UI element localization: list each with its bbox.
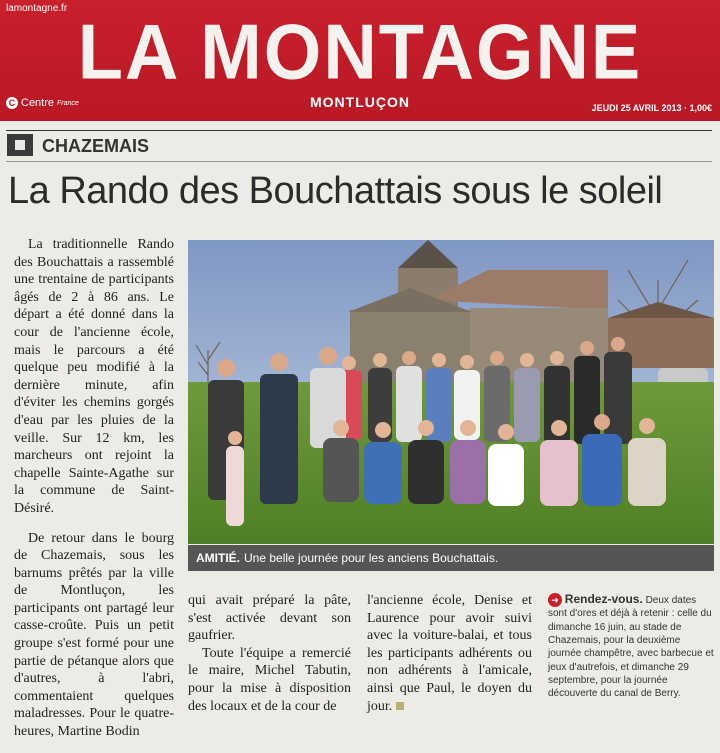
article-paragraph: Toute l'équipe a remercié le maire, Michel Tabutin, pour la mise à disposition des locaux et de la cour de bbox=[188, 645, 351, 714]
article-column-middle bbox=[188, 592, 351, 715]
photo-caption bbox=[188, 545, 714, 571]
rendez-vous-text: Deux dates sont d'ores et déjà à retenir : celle du dimanche 16 juin, au stade de Chazemais, pour la deuxième journée champêtre, avec barbecue et jeux d'autrefois, et dimanche 29 septembre, pour la journée découverte du canal de Berry. bbox=[548, 595, 714, 700]
caption-lead: AMITIÉ. bbox=[196, 551, 240, 565]
article-paragraph: La traditionnelle Rando des Bouchattais a rassemblé une trentaine de participants âgés de 2 à 86 ans. Le départ a été donné dans la cour de l'ancienne école, mais le parcours a été quelque peu modifié à la dernière minute, afin d'éviter les chemins gorgés d'eau par les pluies de la veille. Sur 12 km, les marcheurs ont rejoint la chapelle Sainte-Agathe sur la commune de Saint-Désiré. bbox=[14, 237, 174, 516]
centre-logo-sub: France bbox=[57, 99, 79, 107]
dateline: JEUDI 25 AVRIL 2013 · 1,00€ bbox=[591, 103, 712, 113]
group-photo-image bbox=[188, 240, 714, 544]
masthead bbox=[0, 0, 720, 121]
arrow-right-icon: ➜ bbox=[548, 593, 562, 607]
centre-france-icon: C bbox=[6, 97, 18, 109]
end-of-article-icon bbox=[396, 702, 404, 710]
article-paragraph: qui avait préparé la pâte, s'est activée devant son gaufrier. bbox=[188, 593, 351, 644]
section-name: CHAZEMAIS bbox=[42, 136, 149, 156]
caption-text: Une belle journée pour les anciens Bouchattais. bbox=[244, 551, 499, 565]
edition-name: MONTLUÇON bbox=[310, 94, 410, 110]
newspaper-title: LA MONTAGNE bbox=[77, 7, 643, 96]
section-bar bbox=[6, 130, 712, 162]
centre-logo-text: Centre bbox=[21, 97, 55, 109]
rendez-vous-box bbox=[548, 593, 714, 700]
section-square-icon bbox=[7, 134, 33, 156]
rendez-vous-title: Rendez-vous. bbox=[564, 592, 643, 606]
group-photo bbox=[188, 240, 714, 544]
article-column-right bbox=[367, 592, 532, 715]
site-url[interactable]: lamontagne.fr bbox=[6, 3, 68, 14]
article-paragraph: l'ancienne école, Denise et Laurence pour avoir suivi avec la voiture-balai, et tous les participants adhérents ou non adhérents à l'amicale, ainsi que Paul, le doyen du jour. bbox=[367, 593, 532, 714]
headline: La Rando des Bouchattais sous le soleil bbox=[8, 170, 663, 212]
article-column-left bbox=[14, 236, 174, 753]
article-paragraph: De retour dans le bourg de Chazemais, sous les barnums prêtés par la ville de Montluçon, les participants ont partagé leur casse-croûte. Puis un petit groupe s'est formé pour une partie de pétanque alors que d'autres, à l'abri, commentaient quelques maladresses. Pour le quatre-heures, Martine Bodin bbox=[14, 530, 174, 740]
